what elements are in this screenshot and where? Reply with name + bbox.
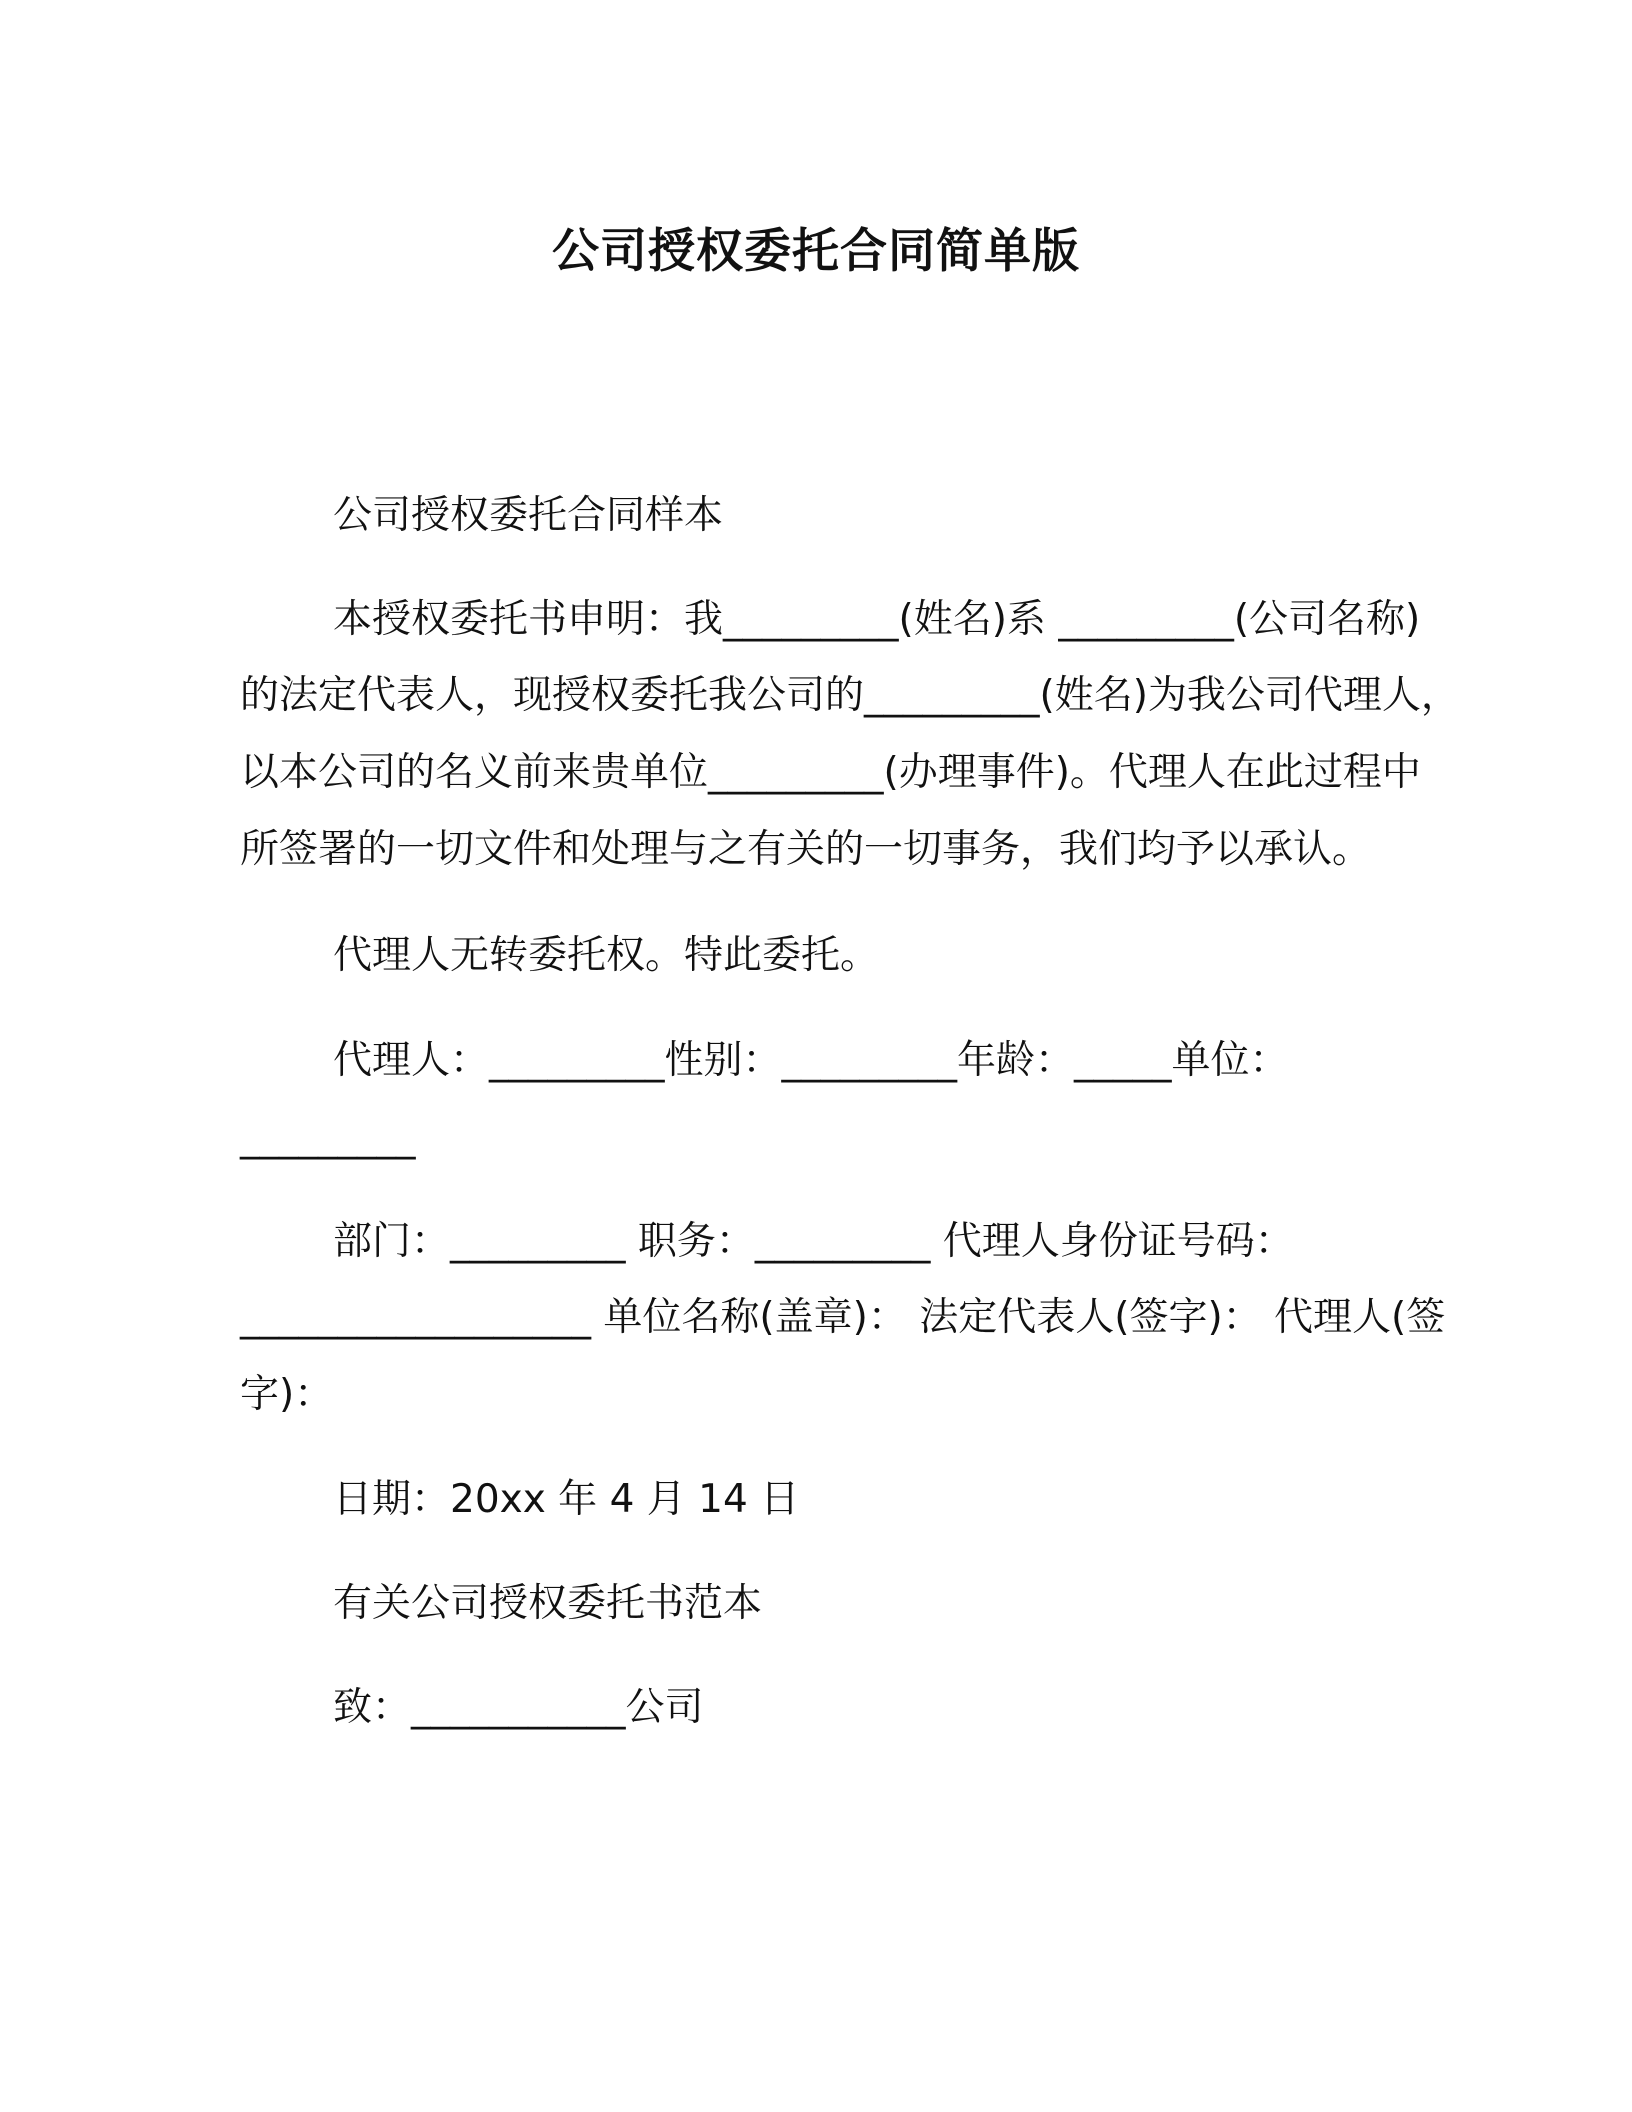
body-line: 以本公司的名义前来贵单位_________(办理事件)。代理人在此过程中 <box>240 750 1421 795</box>
addressee-line: 致：___________公司 <box>333 1685 704 1730</box>
body-line: 本授权委托书申明：我_________(姓名)系 _________(公司名称) <box>333 597 1421 642</box>
date-line: 日期：20xx 年 4 月 14 日 <box>333 1477 800 1522</box>
body-line: 代理人无转委托权。特此委托。 <box>333 933 880 978</box>
agent-info-line: _________ <box>240 1115 416 1160</box>
agent-info-line: 代理人：_________性别：_________年龄：_____单位： <box>333 1038 1289 1083</box>
body-line: 的法定代表人，现授权委托我公司的_________(姓名)为我公司代理人， <box>240 673 1460 718</box>
agent-info-line: 字)： <box>240 1372 334 1417</box>
document-title: 公司授权委托合同简单版 <box>552 224 1080 279</box>
body-line: 所签署的一切文件和处理与之有关的一切事务，我们均予以承认。 <box>240 827 1372 872</box>
section-heading-sample: 公司授权委托合同样本 <box>333 493 724 538</box>
agent-info-line: __________________ 单位名称(盖章)： 法定代表人(签字)： 代理人(签 <box>240 1295 1446 1340</box>
agent-info-line: 部门：_________ 职务：_________ 代理人身份证号码： <box>333 1219 1294 1264</box>
section-heading-template: 有关公司授权委托书范本 <box>333 1581 763 1626</box>
